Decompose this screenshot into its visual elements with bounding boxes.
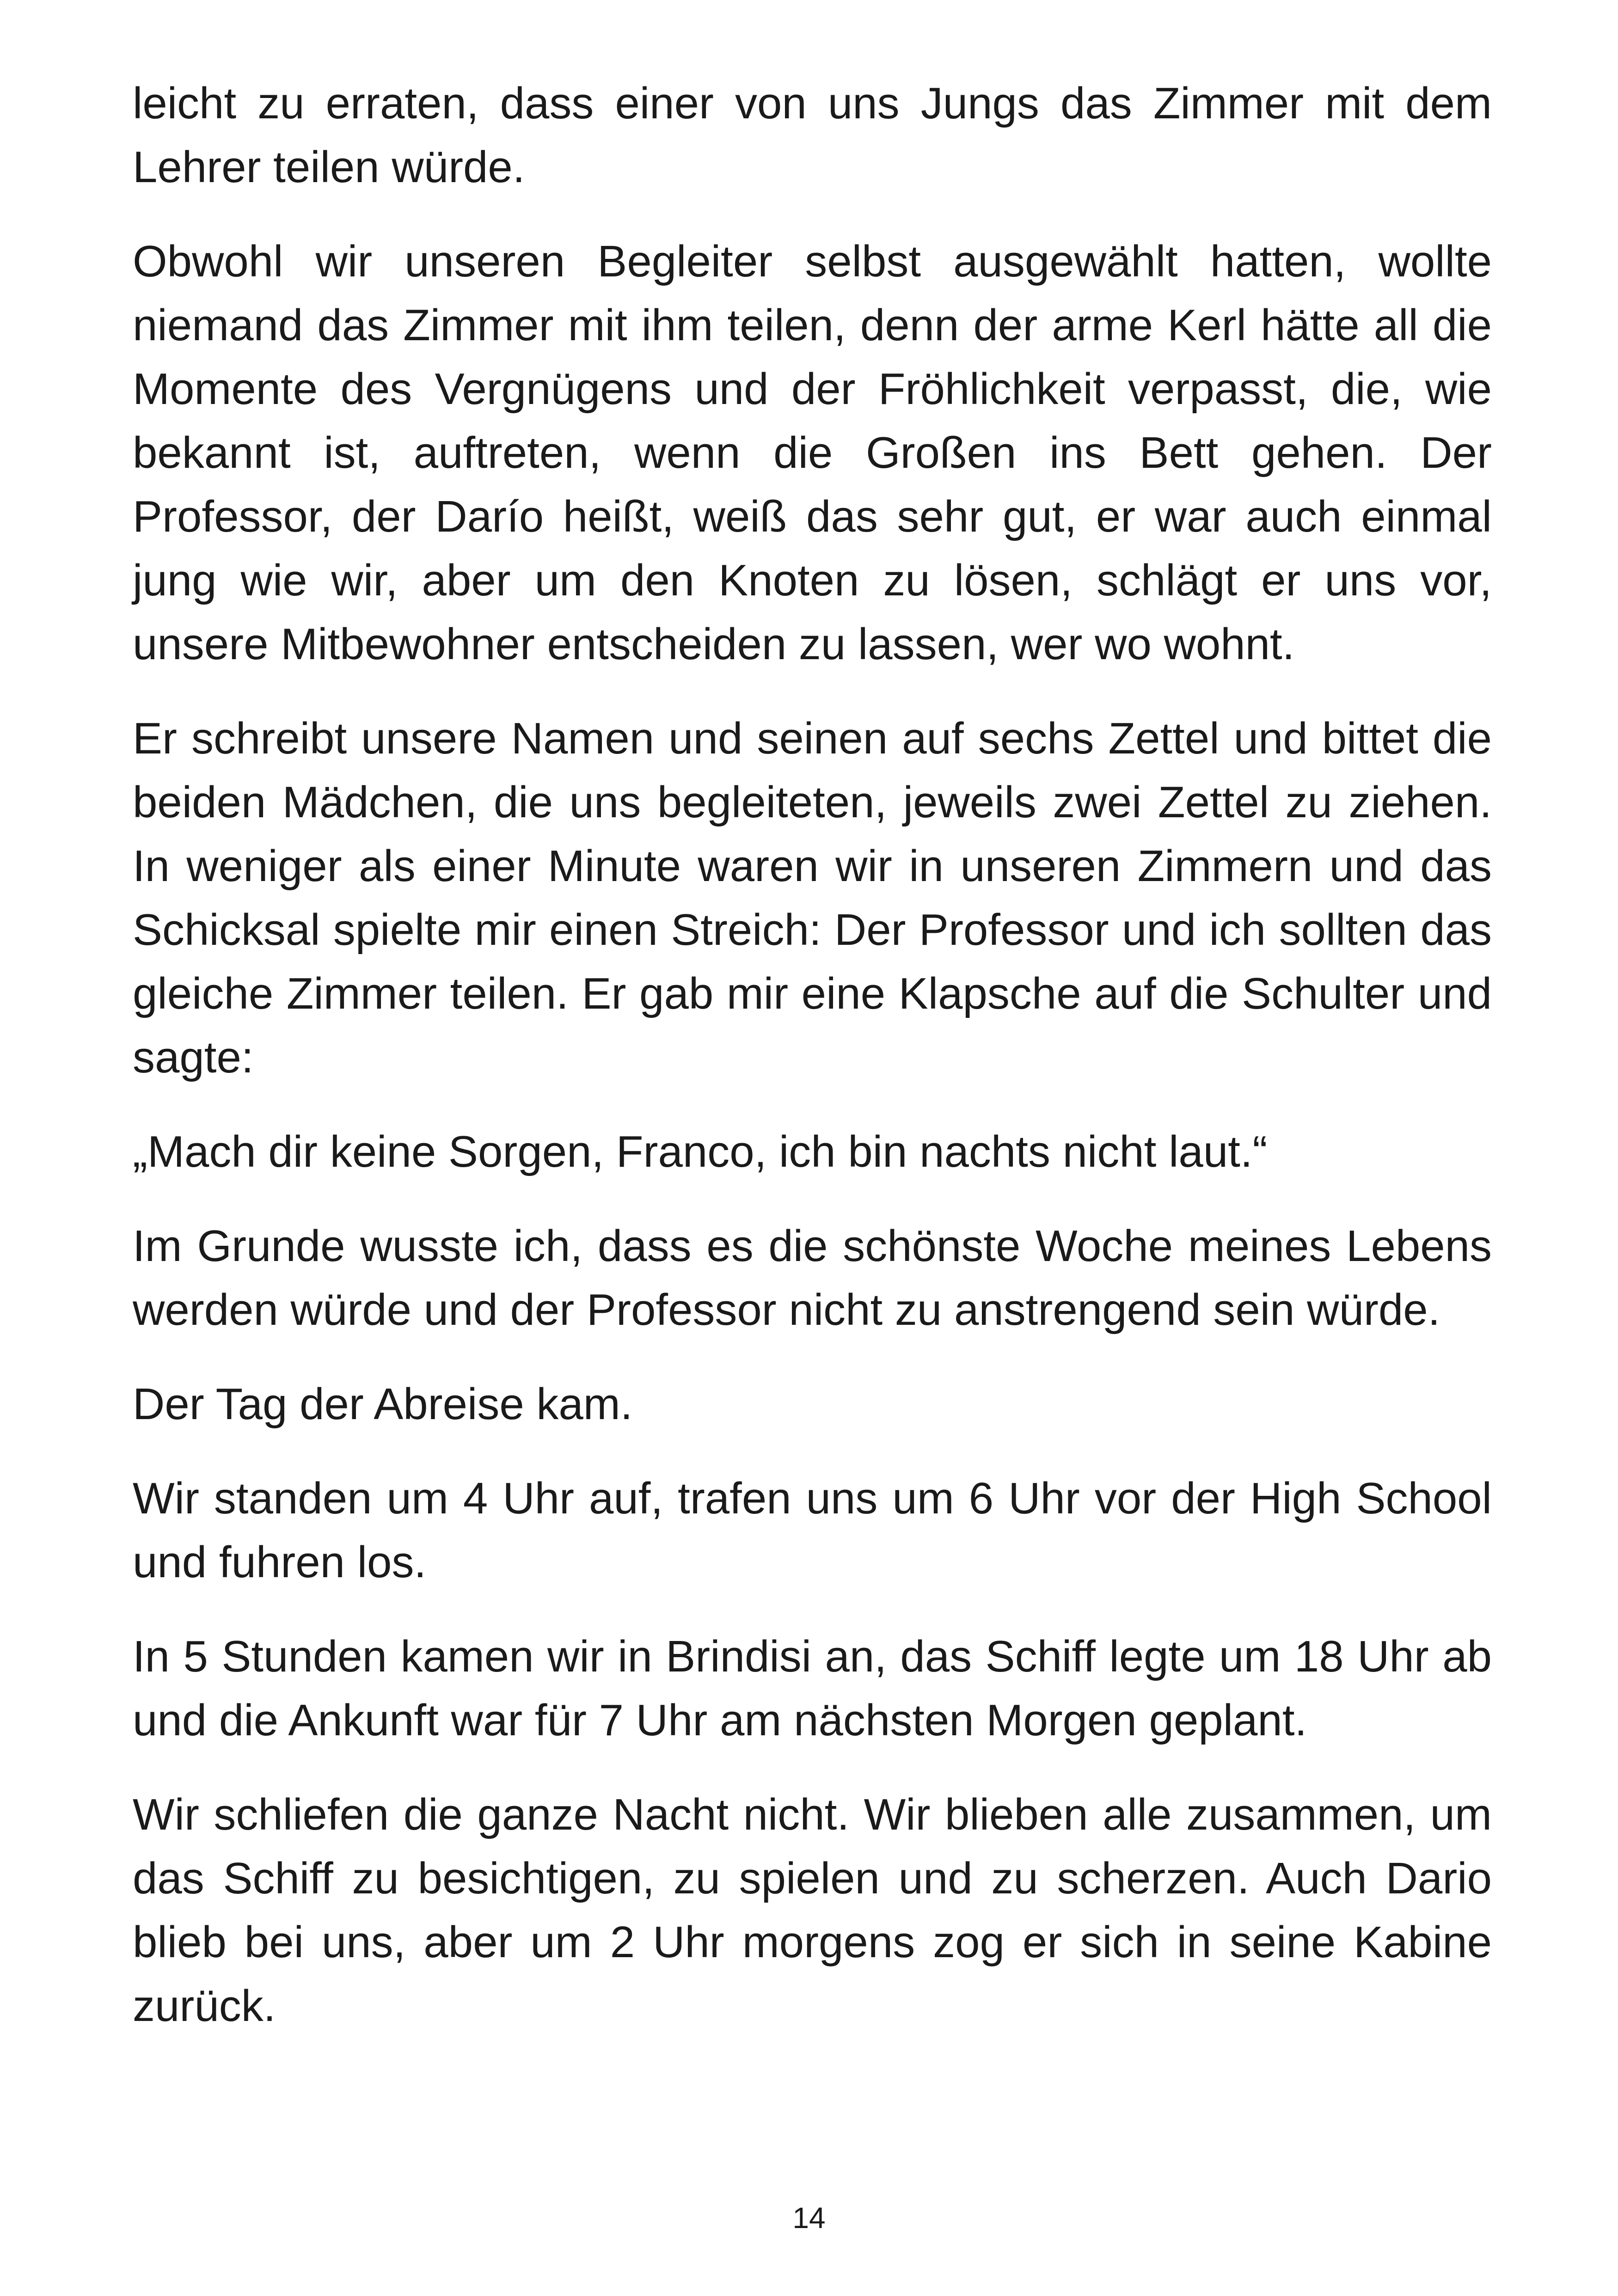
paragraph: Im Grunde wusste ich, dass es die schönste Woche meines Lebens werden würde und der Professor nicht zu anstrengend sein würde. [133, 1221, 1492, 1335]
paragraph: Wir schliefen die ganze Nacht nicht. Wir blieben alle zusammen, um das Schiff zu besichtigen, zu spielen und zu scherzen. Auch Dario blieb bei uns, aber um 2 Uhr morgens zog er sich in seine Kabine zurück. [133, 1790, 1492, 2031]
paragraph: „Mach dir keine Sorgen, Franco, ich bin nachts nicht laut.“ [133, 1127, 1268, 1176]
body-text [133, 72, 1492, 2069]
paragraph: leicht zu erraten, dass einer von uns Jungs das Zimmer mit dem Lehrer teilen würde. [133, 79, 1492, 192]
paragraph: Der Tag der Abreise kam. [133, 1379, 633, 1429]
paragraph: Wir standen um 4 Uhr auf, trafen uns um 6 Uhr vor der High School und fuhren los. [133, 1474, 1492, 1587]
paragraph: Er schreibt unsere Namen und seinen auf sechs Zettel und bittet die beiden Mädchen, die uns begleiteten, jeweils zwei Zettel zu ziehen. In weniger als einer Minute waren wir in unseren Zimmern und das Schicksal spielte mir einen Streich: Der Professor und ich sollten das gleiche Zimmer teilen. Er gab mir eine Klapsche auf die Schulter und sagte: [133, 714, 1492, 1082]
page-number: 14 [792, 2201, 826, 2235]
paragraph: Obwohl wir unseren Begleiter selbst ausgewählt hatten, wollte niemand das Zimmer mit ihm teilen, denn der arme Kerl hätte all die Momente des Vergnügens und der Fröhlichkeit verpasst, die, wie bekannt ist, auftreten, wenn die Großen ins Bett gehen. Der Professor, der Darío heißt, weiß das sehr gut, er war auch einmal jung wie wir, aber um den Knoten zu lösen, schlägt er uns vor, unsere Mitbewohner entscheiden zu lassen, wer wo wohnt. [133, 237, 1492, 669]
paragraph: In 5 Stunden kamen wir in Brindisi an, das Schiff legte um 18 Uhr ab und die Ankunft war für 7 Uhr am nächsten Morgen geplant. [133, 1632, 1492, 1745]
